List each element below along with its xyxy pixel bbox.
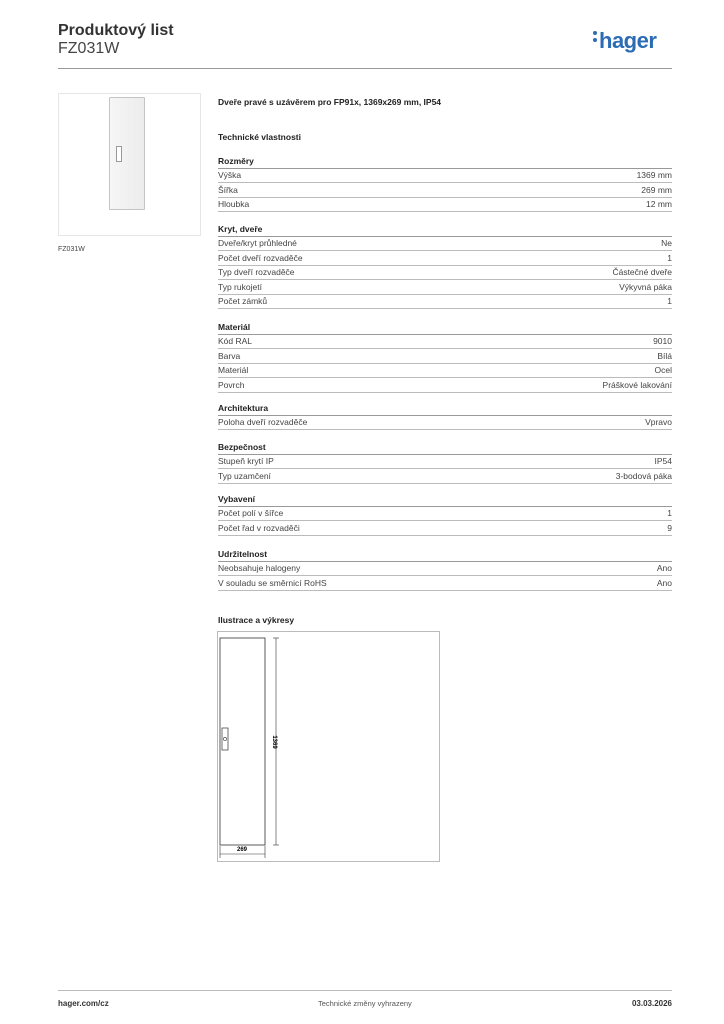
spec-label: Kód RAL xyxy=(218,336,253,346)
tech-properties-heading: Technické vlastnosti xyxy=(218,132,301,142)
technical-drawing xyxy=(217,631,440,862)
spec-row xyxy=(218,266,672,280)
spec-label: Stupeň krytí IP xyxy=(218,456,274,466)
spec-value: Ocel xyxy=(654,365,672,376)
spec-row xyxy=(218,364,672,378)
spec-label: Typ rukojetí xyxy=(218,281,262,292)
footer-date: 03.03.2026 xyxy=(631,999,672,1008)
section-title: Kryt, dveře xyxy=(218,224,263,234)
spec-value: IP54 xyxy=(654,456,672,466)
footer-website-link[interactable]: hager.com/cz xyxy=(58,999,109,1008)
spec-label: Barva xyxy=(218,350,241,361)
spec-value: 269 mm xyxy=(641,184,672,195)
section-title: Vybavení xyxy=(218,494,256,504)
footer-divider xyxy=(58,990,672,991)
section-title: Udržitelnost xyxy=(218,549,268,559)
page-title: Produktový list xyxy=(58,22,174,39)
spec-row xyxy=(218,470,672,484)
spec-row xyxy=(218,562,672,576)
spec-label: Typ uzamčení xyxy=(218,470,271,481)
spec-label: V souladu se směrnicí RoHS xyxy=(218,577,327,588)
spec-label: Hloubka xyxy=(218,199,250,210)
spec-value: Práškové lakování xyxy=(602,379,672,390)
logo-dots-icon xyxy=(593,31,597,45)
spec-value: 9 xyxy=(667,522,672,533)
spec-row xyxy=(218,455,672,469)
spec-row xyxy=(218,335,672,349)
spec-row xyxy=(218,184,672,198)
spec-row xyxy=(218,577,672,591)
spec-row xyxy=(218,198,672,212)
door-icon xyxy=(109,97,145,210)
spec-label: Materiál xyxy=(218,365,249,376)
width-dimension-label: 269 xyxy=(236,847,248,853)
spec-row xyxy=(218,237,672,251)
spec-label: Výška xyxy=(218,170,242,180)
spec-label: Počet dveří rozvaděče xyxy=(218,252,303,263)
door-handle-icon xyxy=(116,146,122,162)
spec-label: Poloha dveří rozvaděče xyxy=(218,417,308,427)
section-title: Materiál xyxy=(218,322,251,332)
spec-label: Dveře/kryt průhledné xyxy=(218,238,297,248)
illustrations-heading: Ilustrace a výkresy xyxy=(218,615,295,625)
spec-value: Ano xyxy=(656,577,672,588)
header-divider xyxy=(58,68,672,69)
section-title: Rozměry xyxy=(218,156,254,166)
spec-value: 1 xyxy=(667,296,672,307)
spec-row xyxy=(218,281,672,295)
spec-label: Typ dveří rozvaděče xyxy=(218,267,295,278)
height-dimension-label: 1369 xyxy=(271,735,277,749)
spec-label: Počet zámků xyxy=(218,296,268,307)
spec-row xyxy=(218,350,672,364)
section-title: Architektura xyxy=(218,403,269,413)
spec-row xyxy=(218,252,672,266)
spec-label: Počet řad v rozvaděči xyxy=(218,522,300,533)
door-drawing xyxy=(218,632,439,861)
spec-row xyxy=(218,507,672,521)
spec-label: Povrch xyxy=(218,379,245,390)
door-lock-icon xyxy=(222,728,228,750)
product-code: FZ031W xyxy=(58,40,120,57)
spec-value: Částečné dveře xyxy=(612,267,672,278)
spec-label: Šířka xyxy=(218,184,238,195)
spec-value: Ne xyxy=(661,238,672,248)
spec-row xyxy=(218,295,672,309)
footer-disclaimer: Technické změny vyhrazeny xyxy=(318,999,412,1008)
spec-row xyxy=(218,379,672,393)
spec-value: 1 xyxy=(667,252,672,263)
product-image-caption: FZ031W xyxy=(58,246,85,253)
spec-value: 1369 mm xyxy=(636,170,672,180)
logo-text: hager xyxy=(599,28,657,53)
spec-value: Vpravo xyxy=(645,417,672,427)
spec-value: 12 mm xyxy=(646,199,672,210)
hager-logo xyxy=(593,28,656,54)
spec-row xyxy=(218,169,672,183)
spec-value: Ano xyxy=(656,563,672,573)
spec-value: 9010 xyxy=(653,336,672,346)
spec-value: Výkyvná páka xyxy=(619,281,672,292)
spec-label: Neobsahuje halogeny xyxy=(218,563,301,573)
spec-row xyxy=(218,522,672,536)
product-image xyxy=(58,93,201,236)
spec-value: 1 xyxy=(667,508,672,518)
section-title: Bezpečnost xyxy=(218,442,266,452)
spec-value: 3-bodová páka xyxy=(615,470,672,481)
spec-label: Počet polí v šířce xyxy=(218,508,284,518)
spec-row xyxy=(218,416,672,430)
product-description: Dveře pravé s uzávěrem pro FP91x, 1369x269 mm, IP54 xyxy=(218,97,442,107)
spec-value: Bílá xyxy=(657,350,672,361)
